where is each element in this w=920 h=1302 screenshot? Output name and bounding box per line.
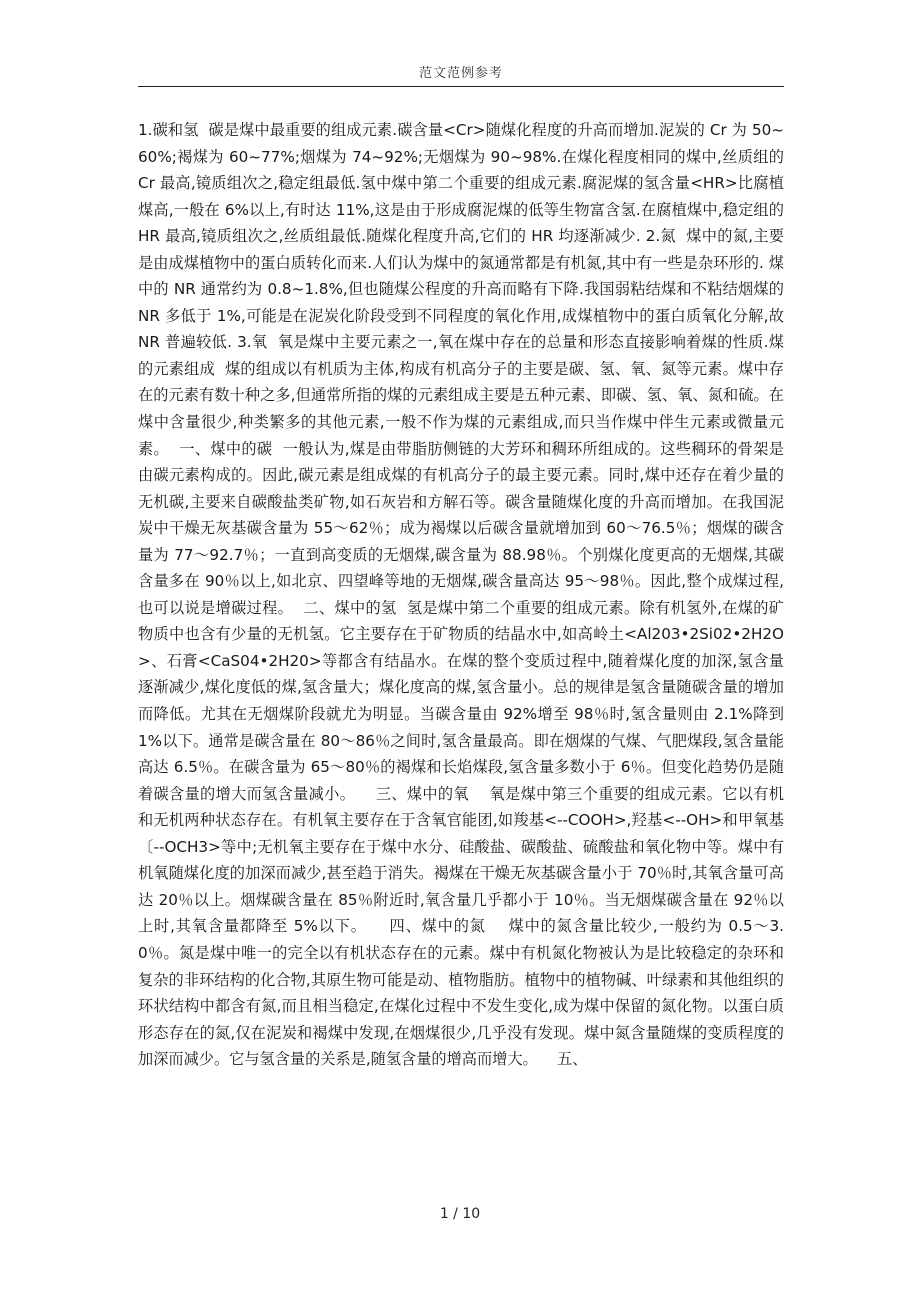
header-divider xyxy=(138,86,784,87)
body-paragraph: 1.碳和氢 碳是煤中最重要的组成元素.碳含量<Cr>随煤化程度的升高而增加.泥炭的 Cr 为 50~60%;褐煤为 60~77%;烟煤为 74~92%;无烟煤为 90~98%.在煤化程度相同的煤中,丝质组的 Cr 最高,镜质组次之,稳定组最低.氢中煤中第二个重要的组成元素.腐泥煤的氢含量<HR>比腐植煤高,一般在 6%以上,有时达 11%,这是由于形成腐泥煤的低等生物富含氢.在腐植煤中,稳定组的 HR 最高,镜质组次之,丝质组最低.随煤化程度升高,它们的 HR 均逐渐减少. 2.氮 煤中的氮,主要是由成煤植物中的蛋白质转化而来.人们认为煤中的氮通常都是有机氮,其中有一些是杂环形的. 煤中的 NR 通常约为 0.8~1.8%,但也随煤公程度的升高而略有下降.我国弱粘结煤和不粘结烟煤的 NR 多低于 1%,可能是在泥炭化阶段受到不同程度的氧化作用,成煤植物中的蛋白质氧化分解,故 NR 普遍较低. 3.氧 氧是煤中主要元素之一,氧在煤中存在的总量和形态直接影响着煤的性质.煤的元素组成 煤的组成以有机质为主体,构成有机高分子的主要是碳、氢、氧、氮等元素。煤中存在的元素有数十种之多,但通常所指的煤的元素组成主要是五种元素、即碳、氢、氧、氮和硫。在煤中含量很少,种类繁多的其他元素,一般不作为煤的元素组成,而只当作煤中伴生元素或微量元素。 一、煤中的碳 一般认为,煤是由带脂肪侧链的大芳环和稠环所组成的。这些稠环的骨架是由碳元素构成的。因此,碳元素是组成煤的有机高分子的最主要元素。同时,煤中还存在着少量的无机碳,主要来自碳酸盐类矿物,如石灰岩和方解石等。碳含量随煤化度的升高而增加。在我国泥炭中干燥无灰基碳含量为 55～62％；成为褐煤以后碳含量就增加到 60～76.5％；烟煤的碳含量为 77～92.7％；一直到高变质的无烟煤,碳含量为 88.98％。个别煤化度更高的无烟煤,其碳含量多在 90％以上,如北京、四望峰等地的无烟煤,碳含量高达 95～98％。因此,整个成煤过程,也可以说是增碳过程。 二、煤中的氢 氢是煤中第二个重要的组成元素。除有机氢外,在煤的矿物质中也含有少量的无机氢。它主要存在于矿物质的结晶水中,如高岭土<Al203•2Si02•2H2O>、石膏<CaS04•2H20>等都含有结晶水。在煤的整个变质过程中,随着煤化度的加深,氢含量逐渐减少,煤化度低的煤,氢含量大；煤化度高的煤,氢含量小。总的规律是氢含量随碳含量的增加而降低。尤其在无烟煤阶段就尤为明显。当碳含量由 92%增至 98％时,氢含量则由 2.1%降到 1%以下。通常是碳含量在 80～86％之间时,氢含量最高。即在烟煤的气煤、气肥煤段,氢含量能高达 6.5％。在碳含量为 65～80％的褐煤和长焰煤段,氢含量多数小于 6％。但变化趋势仍是随着碳含量的增大而氢含量减小。 三、煤中的氧 氧是煤中第三个重要的组成元素。它以有机和无机两种状态存在。有机氧主要存在于含氧官能团,如羧基<--COOH>,羟基<--OH>和甲氧基〔--OCH3>等中;无机氧主要存在于煤中水分、硅酸盐、碳酸盐、硫酸盐和氧化物中等。煤中有机氧随煤化度的加深而减少,甚至趋于消失。褐煤在干燥无灰基碳含量小于 70％时,其氧含量可高达 20％以上。烟煤碳含量在 85％附近时,氧含量几乎都小于 10％。当无烟煤碳含量在 92％以上时,其氧含量都降至 5%以下。 四、煤中的氮 煤中的氮含量比较少,一般约为 0.5～3.0％。氮是煤中唯一的完全以有机状态存在的元素。煤中有机氮化物被认为是比较稳定的杂环和复杂的非环结构的化合物,其原生物可能是动、植物脂肪。植物中的植物碱、叶绿素和其他组织的环状结构中都含有氮,而且相当稳定,在煤化过程中不发生变化,成为煤中保留的氮化物。以蛋白质形态存在的氮,仅在泥炭和褐煤中发现,在烟煤很少,几乎没有发现。煤中氮含量随煤的变质程度的加深而减少。它与氢含量的关系是,随氢含量的增高而增大。 五、 xyxy=(138,121,789,1069)
page-header-title: 范文范例参考 xyxy=(418,66,503,81)
page-number: 1 / 10 xyxy=(439,1206,481,1222)
